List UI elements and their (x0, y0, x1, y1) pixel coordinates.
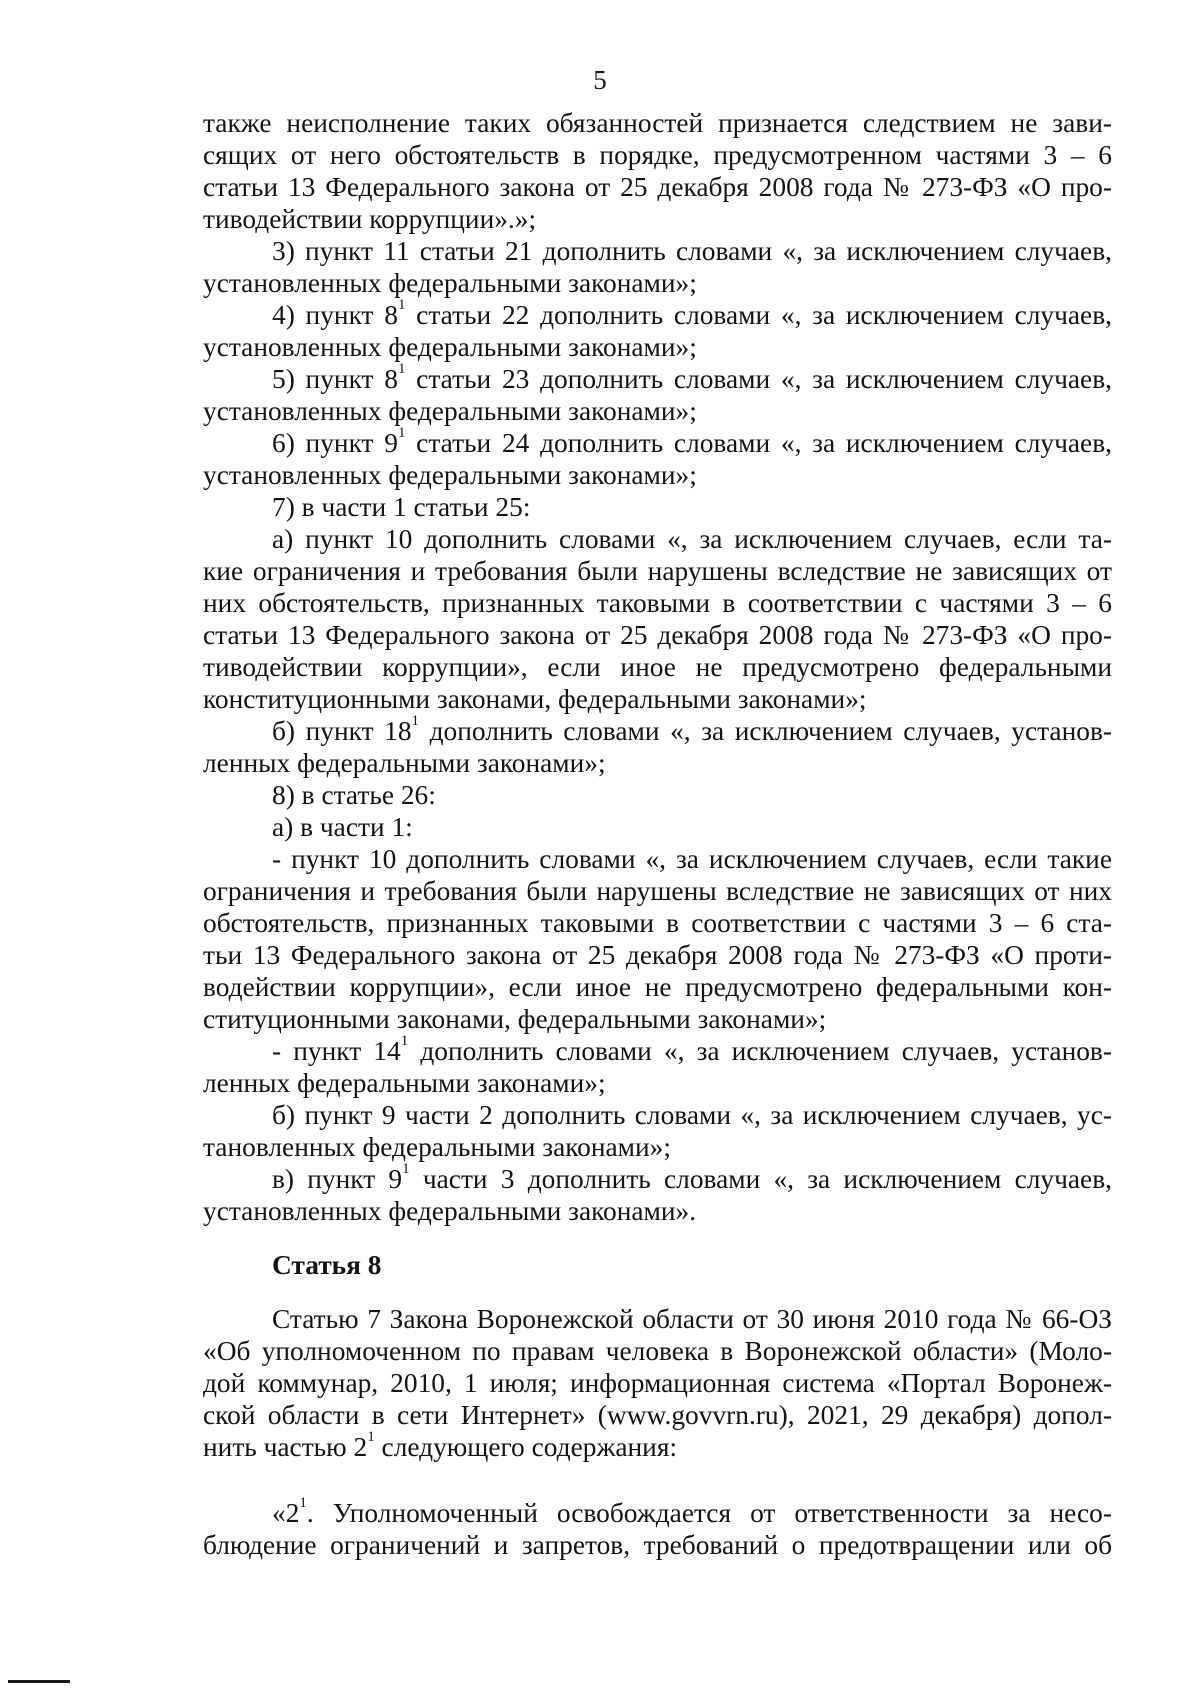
page-number: 5 (593, 65, 607, 95)
text-line (272, 299, 1112, 331)
text-line: обстоятельств, признанных таковыми в соответствии с частями 3 – 6 ста- (203, 908, 1112, 938)
text-line: - пункт 10 дополнить словами «, за исключением случаев, если такие (272, 844, 1112, 874)
text-segment: статьи 22 дополнить словами «, за исключением случаев, (405, 300, 1112, 330)
text-line: ленных федеральными законами»; (203, 1068, 606, 1098)
text-line: водействии коррупции», если иное не предусмотрено федеральными кон- (203, 972, 1112, 1002)
text-segment: 5) пункт 8 (272, 364, 398, 394)
text-segment: части 3 дополнить словами «, за исключением случаев, (409, 1164, 1112, 1194)
text-segment: нить частью 2 (203, 1432, 368, 1462)
superscript: 1 (367, 1429, 375, 1445)
article-heading: Статья 8 (272, 1250, 382, 1280)
text-line: 7) в части 1 статьи 25: (272, 492, 531, 522)
text-line: них обстоятельств, признанных таковыми в соответствии с частями 3 – 6 (203, 588, 1112, 618)
text-line (203, 1431, 1112, 1463)
text-line: «Об уполномоченном по правам человека в Воронежской области» (Моло- (203, 1336, 1112, 1366)
text-line: установленных федеральными законами»; (203, 268, 697, 298)
text-segment: дополнить словами «, за исключением случаев, установ- (419, 716, 1112, 746)
text-segment: 6) пункт 9 (272, 428, 398, 458)
text-line: Статью 7 Закона Воронежской области от 30 июня 2010 года № 66-ОЗ (272, 1304, 1112, 1334)
text-line: ской области в сети Интернет» (www.govvrn.ru), 2021, 29 декабря) допол- (203, 1400, 1112, 1430)
text-line: статьи 13 Федерального закона от 25 декабря 2008 года № 273-ФЗ «О про- (203, 172, 1112, 202)
text-line: ституционными законами, федеральными законами»; (203, 1004, 827, 1034)
text-segment: «2 (272, 1498, 300, 1528)
text-line: установленных федеральными законами»; (203, 332, 697, 362)
superscript: 1 (400, 1033, 409, 1049)
text-line (272, 427, 1112, 459)
text-line: тановленных федеральными законами»; (203, 1132, 671, 1162)
text-segment: - пункт 14 (272, 1036, 401, 1066)
text-line (272, 1035, 1112, 1067)
text-segment: статьи 24 дополнить словами «, за исключением случаев, (405, 428, 1112, 458)
text-segment: дополнить словами «, за исключением случаев, установ- (408, 1036, 1112, 1066)
text-line: ограничения и требования были нарушены вследствие не зависящих от них (203, 876, 1112, 906)
superscript: 1 (397, 297, 406, 313)
text-line: ленных федеральными законами»; (203, 748, 606, 778)
text-line: 8) в статье 26: (272, 780, 436, 810)
text-segment: 4) пункт 8 (272, 300, 398, 330)
text-line: 3) пункт 11 статьи 21 дополнить словами «, за исключением случаев, (272, 236, 1112, 266)
superscript: 1 (397, 361, 406, 377)
text-segment: . Уполномоченный освобождается от ответственности за несо- (306, 1498, 1112, 1528)
text-line: а) в части 1: (272, 812, 413, 842)
text-line: а) пункт 10 дополнить словами «, за исключением случаев, если та- (272, 524, 1112, 554)
scan-edge-mark (8, 1680, 70, 1683)
text-segment: в) пункт 9 (272, 1164, 403, 1194)
text-line: дой коммунар, 2010, 1 июля; информационная система «Портал Воронеж- (203, 1368, 1112, 1398)
superscript: 1 (411, 713, 420, 729)
text-line: установленных федеральными законами». (203, 1196, 697, 1226)
text-line: тиводействии коррупции».»; (203, 204, 537, 234)
text-line: статьи 13 Федерального закона от 25 декабря 2008 года № 273-ФЗ «О про- (203, 620, 1112, 650)
text-line: сящих от него обстоятельств в порядке, предусмотренном частями 3 – 6 (203, 140, 1112, 170)
text-line: также неисполнение таких обязанностей признается следствием не зави- (203, 108, 1112, 138)
text-line (272, 1163, 1112, 1195)
text-line (272, 715, 1112, 747)
superscript: 1 (402, 1161, 410, 1177)
text-line (272, 1497, 1112, 1529)
text-line: кие ограничения и требования были нарушены вследствие не зависящих от (203, 556, 1112, 586)
superscript: 1 (299, 1495, 307, 1511)
superscript: 1 (397, 425, 406, 441)
text-line: тиводействии коррупции», если иное не предусмотрено федеральными (203, 652, 1112, 682)
text-line (272, 363, 1112, 395)
text-line: установленных федеральными законами»; (203, 396, 697, 426)
text-line: б) пункт 9 части 2 дополнить словами «, за исключением случаев, ус- (272, 1100, 1112, 1130)
text-line: блюдение ограничений и запретов, требований о предотвращении или об (203, 1530, 1112, 1560)
text-line: установленных федеральными законами»; (203, 460, 697, 490)
text-line: конституционными законами, федеральными законами»; (203, 684, 867, 714)
text-segment: следующего содержания: (374, 1432, 678, 1462)
text-segment: б) пункт 18 (272, 716, 412, 746)
text-segment: статьи 23 дополнить словами «, за исключением случаев, (405, 364, 1112, 394)
text-line: тьи 13 Федерального закона от 25 декабря 2008 года № 273-ФЗ «О проти- (203, 940, 1112, 970)
